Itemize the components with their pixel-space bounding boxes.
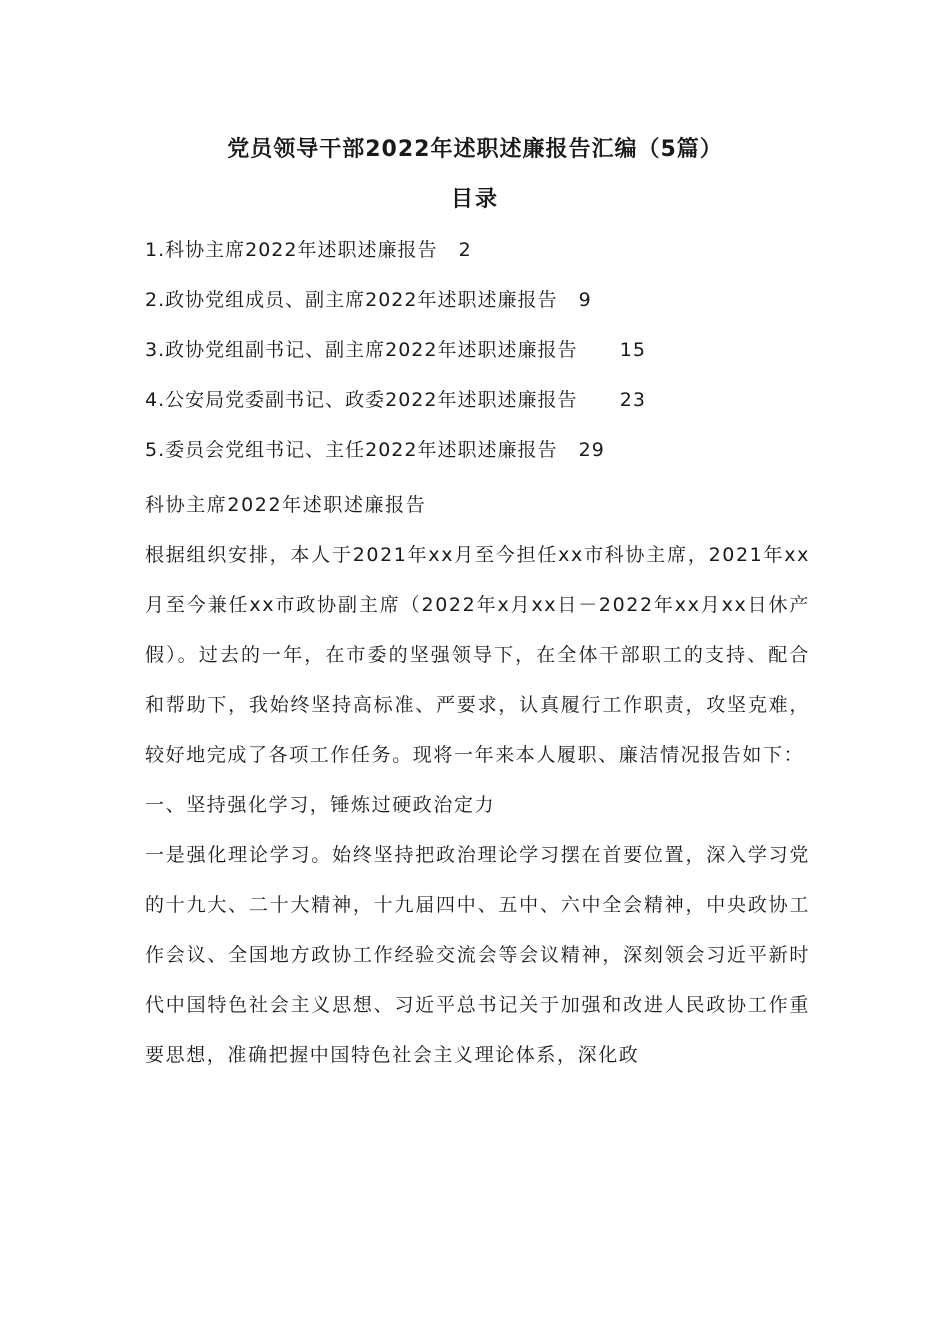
- toc-entry[interactable]: [145, 430, 845, 480]
- body-paragraph: 根据组织安排，本人于2021年xx月至今担任xx市科协主席，2021年xx月至今兼任xx市政协副主席（2022年x月xx日－2022年xx月xx日休产假）。过去的一年，在市委的坚强领导下，在全体干部职工的支持、配合和帮助下，我始终坚持高标准、严要求，认真履行工作职责，攻坚克难，较好地完成了各项工作任务。现将一年来本人履职、廉洁情况报告如下：: [145, 544, 810, 766]
- toc-entry-page: 9: [578, 289, 592, 311]
- toc-entry-gap: [557, 289, 578, 311]
- section-heading: 一、坚持强化学习，锤炼过硬政治定力: [145, 794, 496, 816]
- toc-entry-page: 23: [619, 389, 646, 411]
- table-of-contents: [145, 230, 845, 480]
- toc-entry-label: 4.公安局党委副书记、政委2022年述职述廉报告: [145, 389, 578, 411]
- toc-entry-gap: [577, 389, 619, 411]
- document-title: 党员领导干部2022年述职述廉报告汇编（5篇）: [227, 137, 723, 162]
- toc-entry-label: 3.政协党组副书记、副主席2022年述职述廉报告: [145, 339, 578, 361]
- toc-heading: 目录: [450, 187, 499, 212]
- section-title: 科协主席2022年述职述廉报告: [145, 494, 427, 516]
- toc-entry-gap: [437, 239, 458, 261]
- toc-entry[interactable]: [145, 380, 845, 430]
- toc-entry-page: 29: [578, 439, 605, 461]
- toc-entry-page: 15: [619, 339, 646, 361]
- toc-entry-label: 2.政协党组成员、副主席2022年述职述廉报告: [145, 289, 558, 311]
- toc-entry-gap: [577, 339, 619, 361]
- toc-entry[interactable]: [145, 230, 845, 280]
- toc-entry-label: 1.科协主席2022年述职述廉报告: [145, 239, 438, 261]
- document-body: [145, 480, 810, 1080]
- toc-entry[interactable]: [145, 330, 845, 380]
- body-paragraph: 一是强化理论学习。始终坚持把政治理论学习摆在首要位置，深入学习党的十九大、二十大精神，十九届四中、五中、六中全会精神，中央政协工作会议、全国地方政协工作经验交流会等会议精神，深刻领会习近平新时代中国特色社会主义思想、习近平总书记关于加强和改进人民政协工作重要思想，准确把握中国特色社会主义理论体系，深化政: [145, 844, 810, 1066]
- toc-entry[interactable]: [145, 280, 845, 330]
- toc-entry-gap: [557, 439, 578, 461]
- toc-entry-label: 5.委员会党组书记、主任2022年述职述廉报告: [145, 439, 558, 461]
- toc-entry-page: 2: [458, 239, 472, 261]
